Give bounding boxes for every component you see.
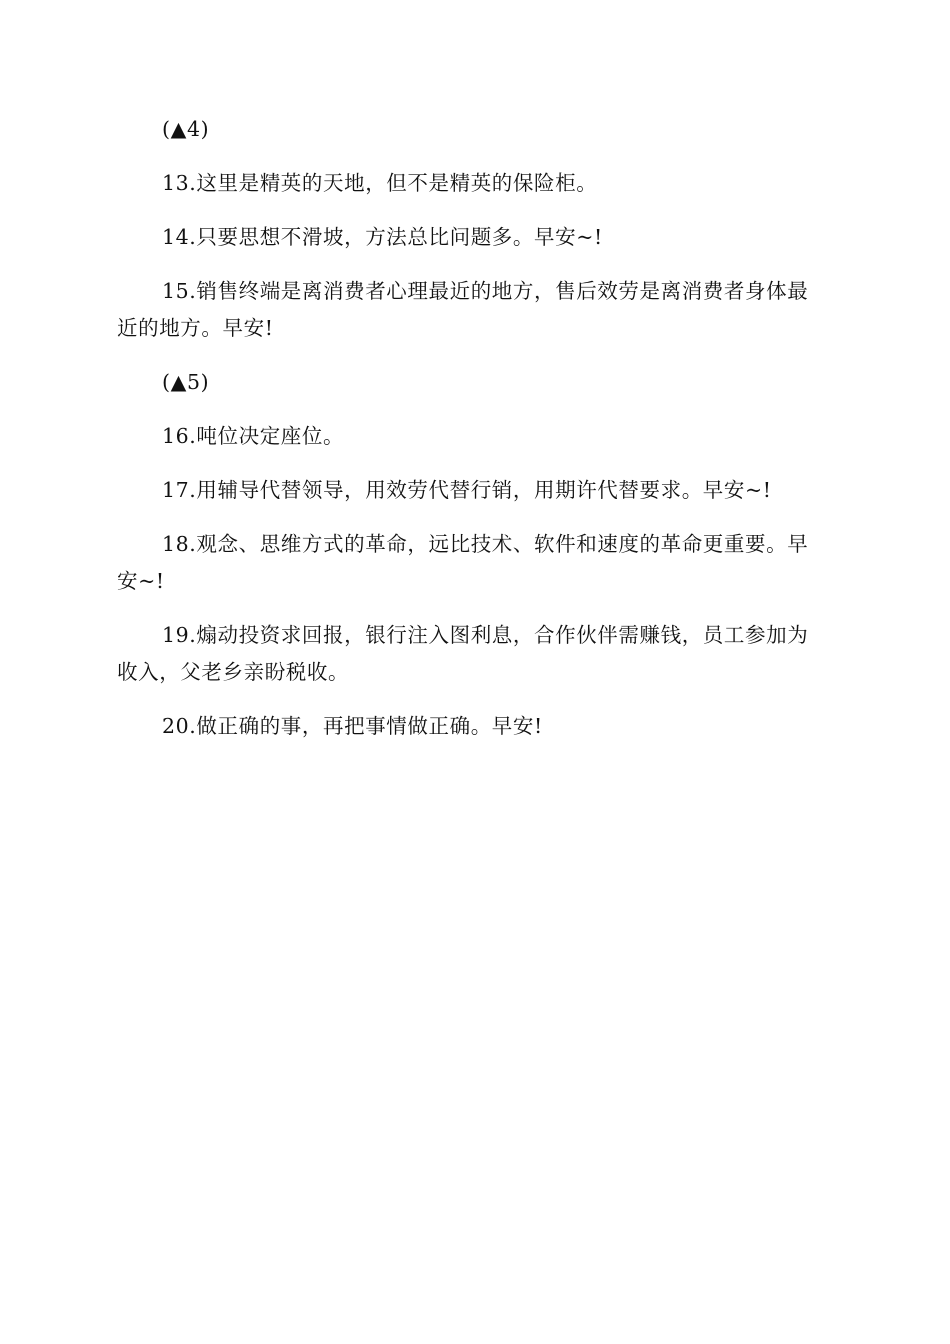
document-body (117, 111, 829, 762)
section-marker-4: (▲4) (162, 117, 210, 141)
quote-18: 18.观念、思维方式的革命，远比技术、软件和速度的革命更重要。早安~! (117, 532, 809, 593)
quote-13: 13.这里是精英的天地，但不是精英的保险柜。 (162, 171, 598, 195)
quote-19: 19.煽动投资求回报，银行注入图利息，合作伙伴需赚钱，员工参加为收入，父老乡亲盼税收。 (117, 623, 809, 684)
quote-14: 14.只要思想不滑坡，方法总比问题多。早安~! (162, 225, 603, 249)
section-marker-5: (▲5) (162, 370, 210, 394)
quote-15: 15.销售终端是离消费者心理最近的地方，售后效劳是离消费者身体最近的地方。早安! (117, 279, 809, 340)
quote-16: 16.吨位决定座位。 (162, 424, 345, 448)
quote-17: 17.用辅导代替领导，用效劳代替行销，用期许代替要求。早安~! (162, 478, 772, 502)
quote-20: 20.做正确的事，再把事情做正确。早安! (162, 714, 543, 738)
